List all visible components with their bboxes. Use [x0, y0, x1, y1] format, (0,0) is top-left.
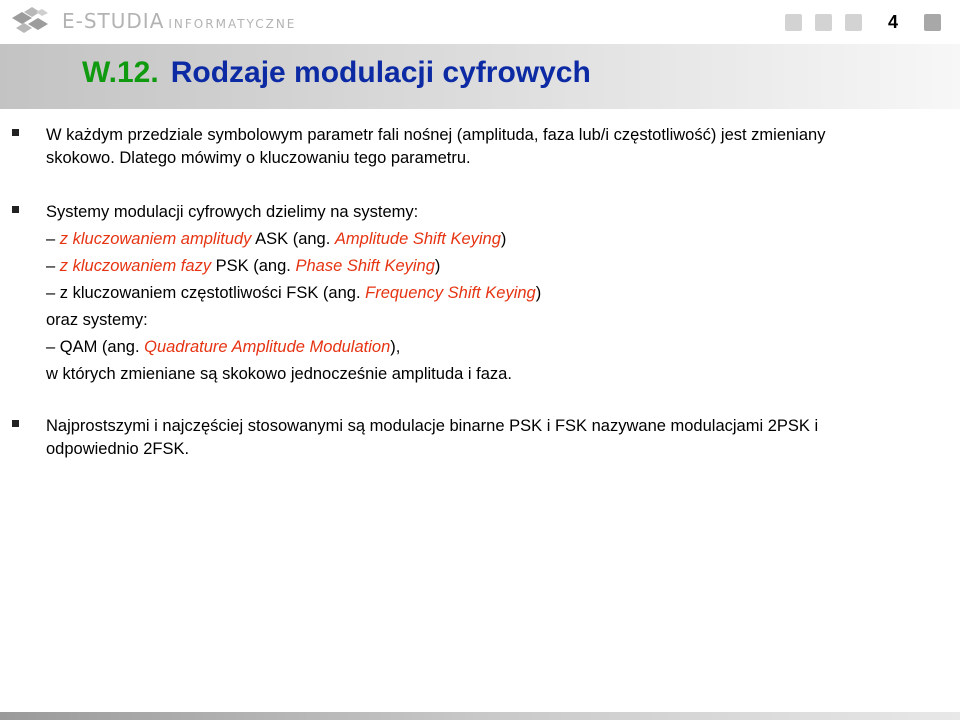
brand-logotype	[62, 9, 296, 33]
p2-qam-line	[46, 336, 400, 359]
psk-english: Phase Shift Keying	[295, 257, 435, 275]
nav-square-1[interactable]	[785, 14, 802, 31]
fsk-end: )	[535, 284, 542, 302]
brand-main: E-STUDIA	[62, 9, 165, 33]
qam-english: Quadrature Amplitude Modulation	[144, 338, 391, 356]
ask-term: z kluczowaniem amplitudy	[59, 230, 252, 248]
p1-line-1: W każdym przedziale symbolowym parametr fali nośnej (amplituda, faza lub/i częstotliwość) jest zmieniany	[46, 126, 826, 144]
dash: –	[46, 230, 60, 248]
slide-title-text: Rodzaje modulacji cyfrowych	[170, 56, 591, 89]
p2-outro: w których zmieniane są skokowo jednocześnie amplituda i faza.	[46, 365, 512, 383]
fsk-english: Frequency Shift Keying	[365, 284, 536, 302]
p2-oraz: oraz systemy:	[46, 311, 148, 329]
p2-psk-line	[46, 255, 440, 278]
p2-ask-line	[46, 228, 506, 251]
brand-sub: INFORMATYCZNE	[168, 17, 297, 31]
slide-title-number: W.12.	[82, 56, 159, 89]
ask-end: )	[500, 230, 507, 248]
nav-square-3[interactable]	[845, 14, 862, 31]
footer-bar	[0, 712, 960, 720]
p3-line-2: odpowiednio 2FSK.	[46, 440, 190, 458]
logo-icon	[8, 4, 52, 38]
bullet-1	[12, 129, 19, 136]
p1-line-2: skokowo. Dlatego mówimy o kluczowaniu tego parametru.	[46, 149, 471, 167]
p2-intro: Systemy modulacji cyfrowych dzielimy na systemy:	[46, 203, 419, 221]
ask-english: Amplitude Shift Keying	[334, 230, 501, 248]
p2-fsk-line	[46, 282, 541, 305]
nav-square-4[interactable]	[924, 14, 941, 31]
slide-title	[82, 56, 591, 90]
psk-end: )	[434, 257, 441, 275]
page-number: 4	[887, 12, 898, 32]
p3-line-1: Najprostszymi i najczęściej stosowanymi są modulacje binarne PSK i FSK nazywane modulacjami 2PSK i	[46, 417, 819, 435]
qam-pre: – QAM (ang.	[46, 338, 145, 356]
qam-end: ),	[390, 338, 401, 356]
ask-mid: ASK (ang.	[251, 230, 335, 248]
bullet-3	[12, 420, 19, 427]
psk-mid: PSK (ang.	[211, 257, 296, 275]
nav-square-2[interactable]	[815, 14, 832, 31]
psk-term: z kluczowaniem fazy	[59, 257, 212, 275]
fsk-pre: – z kluczowaniem częstotliwości FSK (ang.	[46, 284, 366, 302]
bullet-2	[12, 206, 19, 213]
dash: –	[46, 257, 60, 275]
